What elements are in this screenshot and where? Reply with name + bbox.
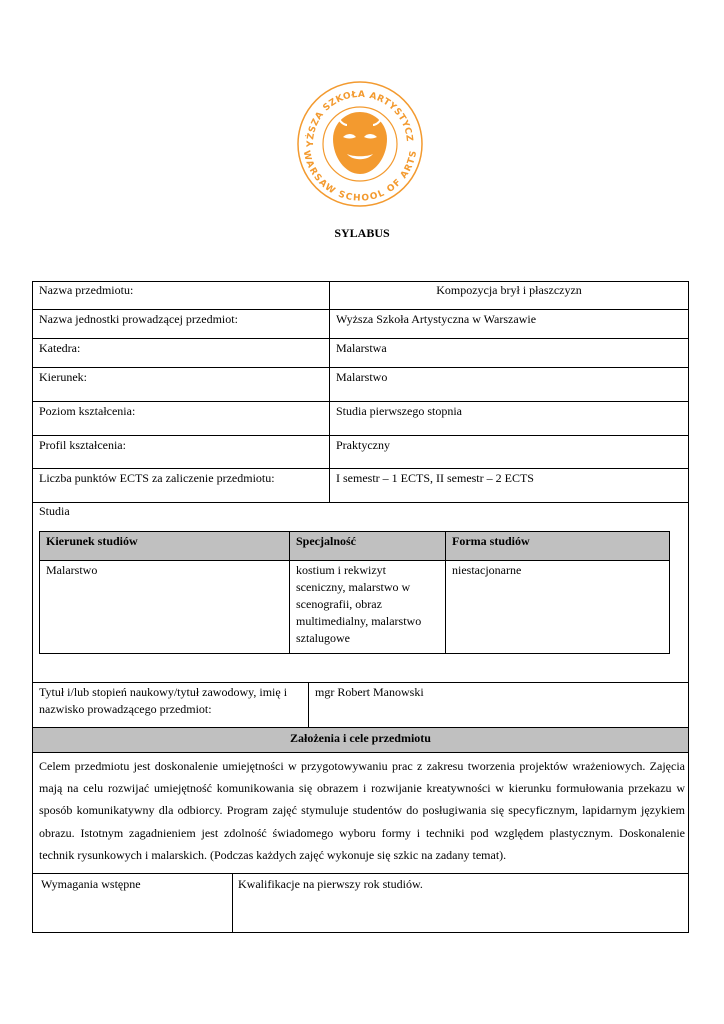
info-value-level: Studia pierwszego stopnia [336,404,462,418]
info-value-subject: Kompozycja brył i płaszczyzn [436,283,582,297]
info-label-unit: Nazwa jednostki prowadzącej przedmiot: [39,312,238,326]
school-logo [295,79,425,209]
svg-text:WARSAW SCHOOL OF ARTS: WARSAW SCHOOL OF ARTS [300,149,420,204]
info-label-profile: Profil kształcenia: [39,438,126,452]
studia-cell-form: niestacjonarne [452,563,522,577]
studia-header-direction: Kierunek studiów [46,534,138,548]
page-title: SYLABUS [334,226,390,240]
info-label-ects: Liczba punktów ECTS za zaliczenie przedmiotu: [39,471,275,485]
goals-text: Celem przedmiotu jest doskonalenie umiejętności w przygotowywaniu prac z zakresu tworzenia projektów wrażeniowych. Zajęcia mają na celu rozwijać umiejętność komunikowania się obrazem i rozwijanie kreatywności w kierunku formułowania przekazu w sposób komunikatywny dla odbiorcy. Program zajęć stymuluje studentów do posługiwania się specyficznym, lapidarnym językiem obrazu. Istotnym zagadnieniem jest zdolność świadomego wyboru formy i techniki pod względem plastycznym. Doskonalenie technik rysunkowych i malarskich. (Podczas każdych zajęć wykonuje się szkic na zadany temat). [39,759,685,862]
info-label-direction: Kierunek: [39,370,87,384]
studia-header-form: Forma studiów [452,534,530,548]
lecturer-value: mgr Robert Manowski [315,685,424,699]
studia-header-specialty: Specjalność [296,534,356,548]
requirements-label: Wymagania wstępne [41,877,141,891]
svg-text:WYŻSZA SZKOŁA ARTYSTYCZNA: YŻSZA SZKOŁA ARTYSTYCZ [305,89,415,148]
info-label-level: Poziom kształcenia: [39,404,136,418]
info-value-ects: I semestr – 1 ECTS, II semestr – 2 ECTS [336,471,534,485]
studia-cell-specialty: kostium i rekwizyt sceniczny, malarstwo w scenografii, obraz multimedialny, malarstwo sztalugowe [296,563,422,645]
info-value-department: Malarstwa [336,341,387,355]
lecturer-label: Tytuł i/lub stopień naukowy/tytuł zawodowy, imię i nazwisko prowadzącego przedmiot: [39,685,288,716]
goals-header: Założenia i cele przedmiotu [290,731,431,745]
info-label-department: Katedra: [39,341,81,355]
info-value-direction: Malarstwo [336,370,388,384]
info-label-subject: Nazwa przedmiotu: [39,283,134,297]
studia-cell-direction: Malarstwo [46,563,98,577]
info-value-unit: Wyższa Szkoła Artystyczna w Warszawie [336,312,537,326]
info-value-profile: Praktyczny [336,438,390,452]
requirements-value: Kwalifikacje na pierwszy rok studiów. [238,877,423,891]
studia-label: Studia [39,504,70,518]
